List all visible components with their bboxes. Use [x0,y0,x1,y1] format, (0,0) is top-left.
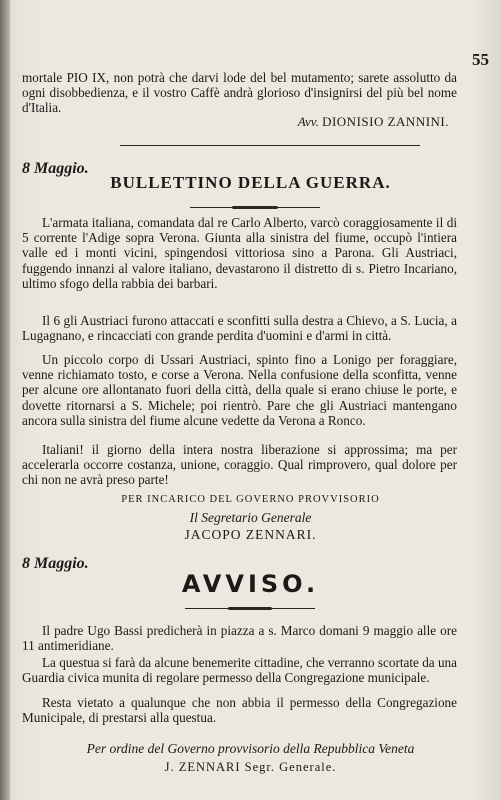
bulletin-date: 8 Maggio. [22,160,89,177]
book-spine-shadow [0,0,10,800]
avviso-date: 8 Maggio. [22,555,89,572]
intro-signature [298,114,449,130]
section-divider-rule [120,145,420,146]
bulletin-paragraph-2: Il 6 gli Austriaci furono attaccati e sconfitti sulla destra a Chievo, a S. Lucia, a Lugagnano, e rincacciati con grande perdita d'uomini e d'armi in città. [22,313,457,344]
order-line: Per ordine del Governo provvisorio della Repubblica Veneta [86,741,415,756]
page-number: 55 [472,50,489,69]
signer-line: J. ZENNARI Segr. Generale. [164,760,337,774]
secretary-title: Il Segretario Generale [189,510,312,525]
bulletin-title: BULLETTINO DELLA GUERRA. [110,173,391,192]
avviso-paragraph-3: Resta vietato a qualunque che non abbia il permesso della Congregazione Municipale, di prestarsi alla questua. [22,695,457,726]
avviso-paragraph-2: La questua si farà da alcune benemerite cittadine, che verranno scortate da una Guardia civica munita di regolare permesso della Congregazione municipale. [22,655,457,686]
title-ornament-center [232,206,278,209]
intro-paragraph: mortale PIO IX, non potrà che darvi lode del bel mutamento; sarete assolutto da ogni disobbedienza, e il vostro Caffè andrà glorioso d'insignirsi del più bel nome d'Italia. [22,70,457,116]
avviso-paragraph-1: Il padre Ugo Bassi predicherà in piazza a s. Marco domani 9 maggio alle ore 11 antimeridiane. [22,623,457,654]
bulletin-paragraph-4: Italiani! il giorno della intera nostra liberazione si approssima; ma per accelerarla occorre costanza, unione, coraggio. Qual rimprovero, qual dolore per chi non ne avrà preso parte! [22,442,457,488]
signature-title: Avv. [297,114,319,129]
signature-name: DIONISIO ZANNINI. [322,114,449,129]
bulletin-paragraph-3: Un piccolo corpo di Ussari Austriaci, spinto fino a Lonigo per foraggiare, venne richiamato tosto, e corse a Verona. Nella confusione della sconfitta, venne per alcune ore allontanato fuori della città, della quale si erano chiuse le porte, e dovette ritornarsi a S. Michele; poi rientrò. Pare che gli Austriaci mantengano ancora sulla sinistra del fiume alcune vedette da Verona a Ronco. [22,352,457,428]
bulletin-paragraph-1: L'armata italiana, comandata dal re Carlo Alberto, varcò coraggiosamente il di 5 corrente l'Adige sopra Verona. Giunta alla sinistra del fiume, occupò l'intiera valle ed i monti vicini, spingendosi vittoriosa sino a Parona. Gli Austriaci, fuggendo innanzi al valore italiano, devastarono il distretto di s. Pietro Incariano, ultimo sfogo della rabbia dei barbari. [22,215,457,291]
avviso-ornament-center [228,607,272,610]
authority-line: PER INCARICO DEL GOVERNO PROVVISORIO [121,494,380,505]
avviso-title: AVVISO. [181,570,320,598]
secretary-name: JACOPO ZENNARI. [184,527,317,542]
